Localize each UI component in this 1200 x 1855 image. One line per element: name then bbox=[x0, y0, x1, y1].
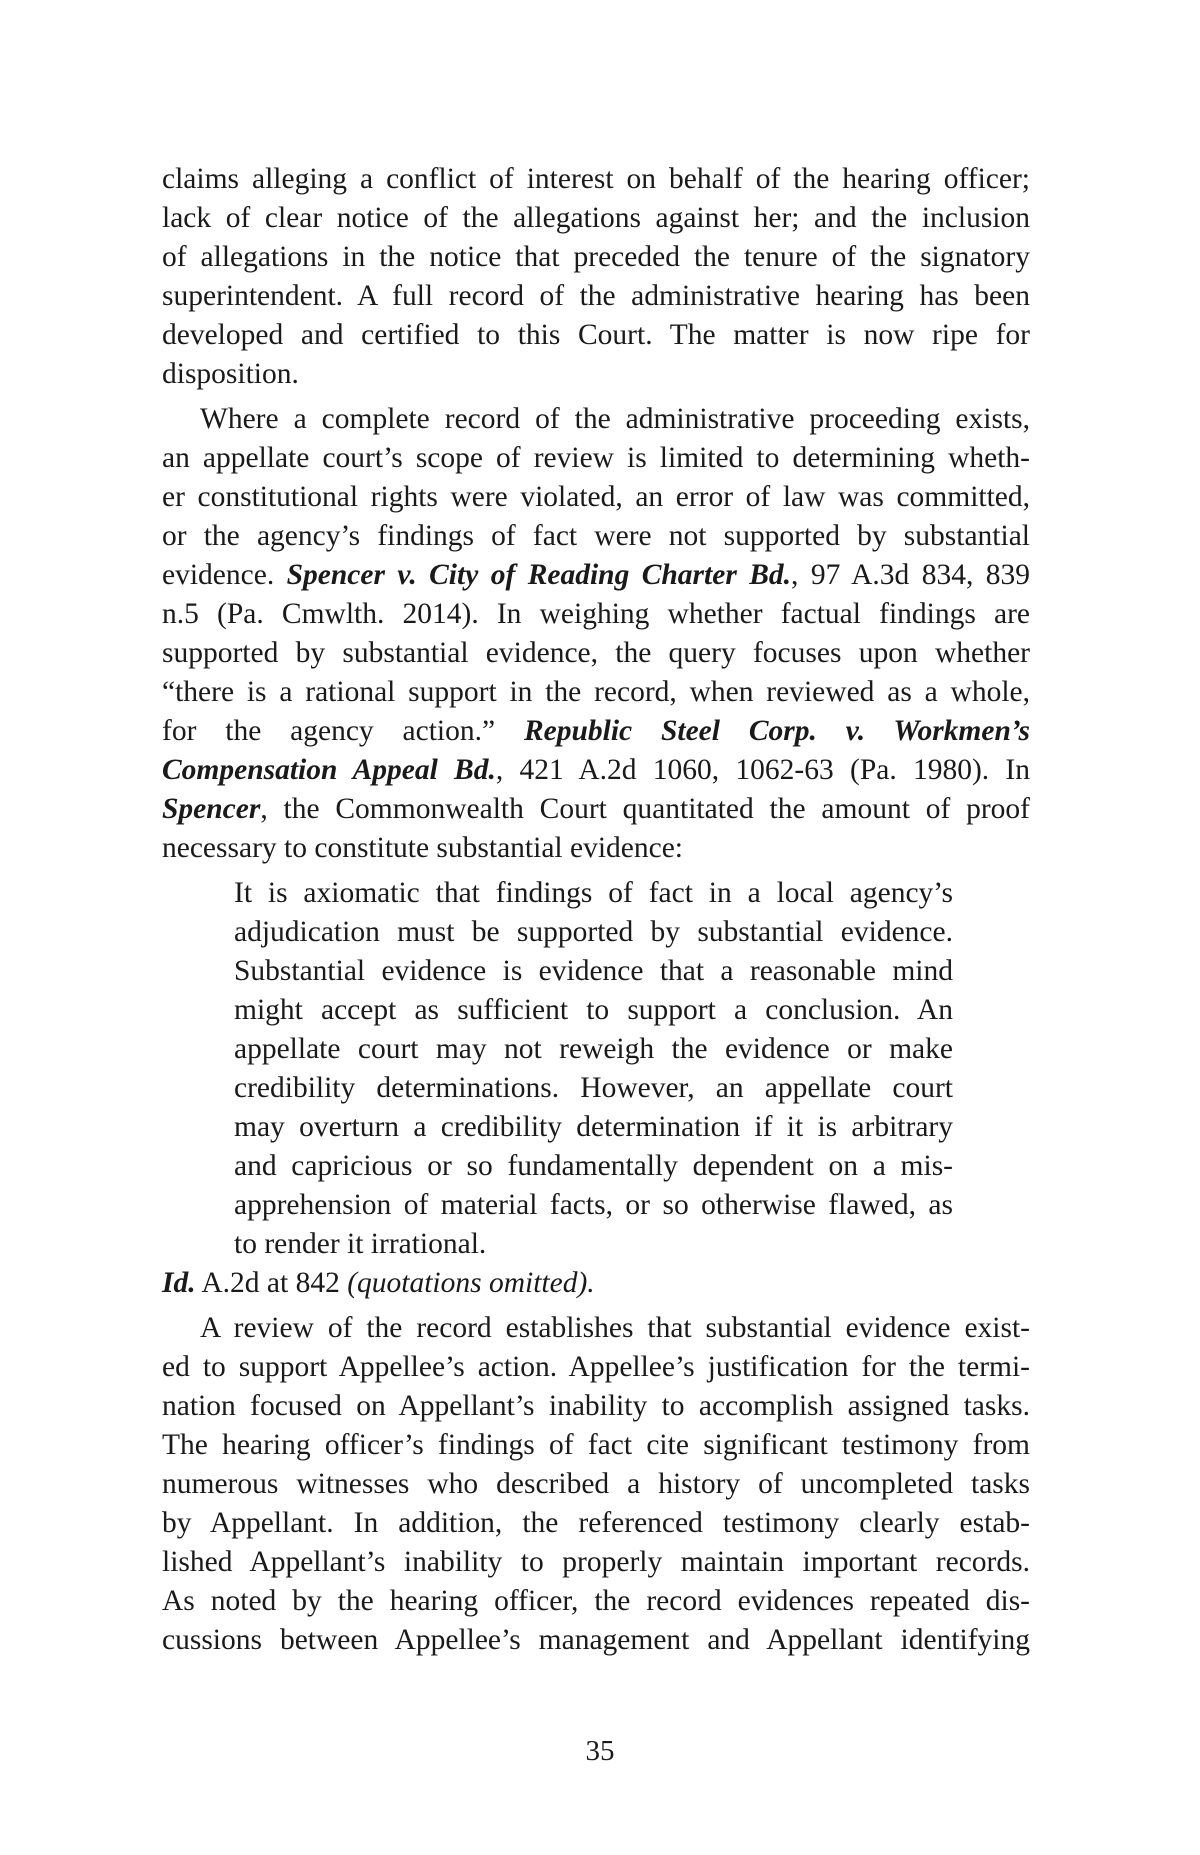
case-citation: Spencer v. City of Reading Charter Bd. bbox=[286, 559, 792, 591]
text-line: claims alleging a conflict of interest on behalf of the hearing officer; bbox=[162, 163, 1030, 195]
text-run: , the Commonwealth Court quantitated the amount of proof bbox=[260, 793, 1030, 825]
text-line bbox=[162, 712, 1030, 751]
quote-line: apprehension of material facts, or so otherwise flawed, as bbox=[234, 1189, 953, 1221]
page-number: 35 bbox=[585, 1735, 615, 1767]
text-line: lack of clear notice of the allegations against her; and the inclusion bbox=[162, 202, 1030, 234]
text-line: by Appellant. In addition, the referenced testimony clearly estab- bbox=[162, 1507, 1030, 1539]
text-line: ed to support Appellee’s action. Appellee’s justification for the termi- bbox=[162, 1351, 1030, 1383]
text-line: nation focused on Appellant’s inability to accomplish assigned tasks. bbox=[162, 1390, 1030, 1422]
text-line: disposition. bbox=[162, 358, 299, 390]
text-line: Where a complete record of the administrative proceeding exists, bbox=[200, 403, 1030, 435]
quote-line: It is axiomatic that findings of fact in a local agency’s bbox=[234, 877, 953, 909]
text-line: As noted by the hearing officer, the record evidences repeated dis- bbox=[162, 1585, 1030, 1617]
text-line: superintendent. A full record of the administrative hearing has been bbox=[162, 280, 1030, 312]
citation-note: (quotations omitted). bbox=[347, 1267, 595, 1299]
quote-line: and capricious or so fundamentally dependent on a mis- bbox=[234, 1150, 953, 1182]
quote-line: might accept as sufficient to support a conclusion. An bbox=[234, 994, 953, 1026]
paragraph-3 bbox=[162, 1309, 1030, 1660]
quote-line: credibility determinations. However, an appellate court bbox=[234, 1072, 953, 1104]
text-line: “there is a rational support in the record, when reviewed as a whole, bbox=[162, 676, 1030, 708]
text-run: , 97 A.3d 834, 839 bbox=[791, 559, 1030, 591]
text-line: of allegations in the notice that preceded the tenure of the signatory bbox=[162, 241, 1030, 273]
case-citation: Republic Steel Corp. v. Workmen’s bbox=[523, 715, 1030, 747]
case-citation: Compensation Appeal Bd. bbox=[162, 754, 496, 786]
text-line bbox=[162, 790, 1030, 829]
block-quote bbox=[234, 874, 953, 1264]
text-run: evidence. bbox=[162, 559, 287, 591]
quote-line: to render it irrational. bbox=[234, 1228, 487, 1260]
text-line: developed and certified to this Court. The matter is now ripe for bbox=[162, 319, 1030, 351]
text-line bbox=[162, 751, 1030, 790]
text-line bbox=[162, 1264, 1030, 1303]
document-page bbox=[162, 160, 1030, 1660]
text-line: er constitutional rights were violated, an error of law was committed, bbox=[162, 481, 1030, 513]
paragraph-1 bbox=[162, 160, 1030, 394]
text-line: supported by substantial evidence, the query focuses upon whether bbox=[162, 637, 1030, 669]
case-citation: Spencer bbox=[162, 793, 261, 825]
text-line: A review of the record establishes that substantial evidence exist- bbox=[200, 1312, 1030, 1344]
text-run: for the agency action.” bbox=[162, 715, 524, 747]
paragraph-2 bbox=[162, 400, 1030, 868]
quote-line: Substantial evidence is evidence that a reasonable mind bbox=[234, 955, 953, 987]
quote-line: appellate court may not reweigh the evidence or make bbox=[234, 1033, 953, 1065]
quote-line: adjudication must be supported by substantial evidence. bbox=[234, 916, 953, 948]
text-line: necessary to constitute substantial evidence: bbox=[162, 832, 684, 864]
text-line: n.5 (Pa. Cmwlth. 2014). In weighing whether factual findings are bbox=[162, 598, 1030, 630]
text-line: an appellate court’s scope of review is limited to determining wheth- bbox=[162, 442, 1030, 474]
quote-line: may overturn a credibility determination if it is arbitrary bbox=[234, 1111, 953, 1143]
text-run: A.2d at 842 bbox=[195, 1267, 348, 1299]
text-line: numerous witnesses who described a history of uncompleted tasks bbox=[162, 1468, 1030, 1500]
citation-line bbox=[162, 1264, 1030, 1303]
text-line: The hearing officer’s findings of fact cite significant testimony from bbox=[162, 1429, 1030, 1461]
text-line: or the agency’s findings of fact were not supported by substantial bbox=[162, 520, 1030, 552]
text-line: cussions between Appellee’s management and Appellant identifying bbox=[162, 1624, 1030, 1656]
text-line bbox=[162, 556, 1030, 595]
text-run: , 421 A.2d 1060, 1062-63 (Pa. 1980). In bbox=[495, 754, 1030, 786]
id-citation: Id. bbox=[162, 1267, 196, 1299]
text-line: lished Appellant’s inability to properly maintain important records. bbox=[162, 1546, 1030, 1578]
